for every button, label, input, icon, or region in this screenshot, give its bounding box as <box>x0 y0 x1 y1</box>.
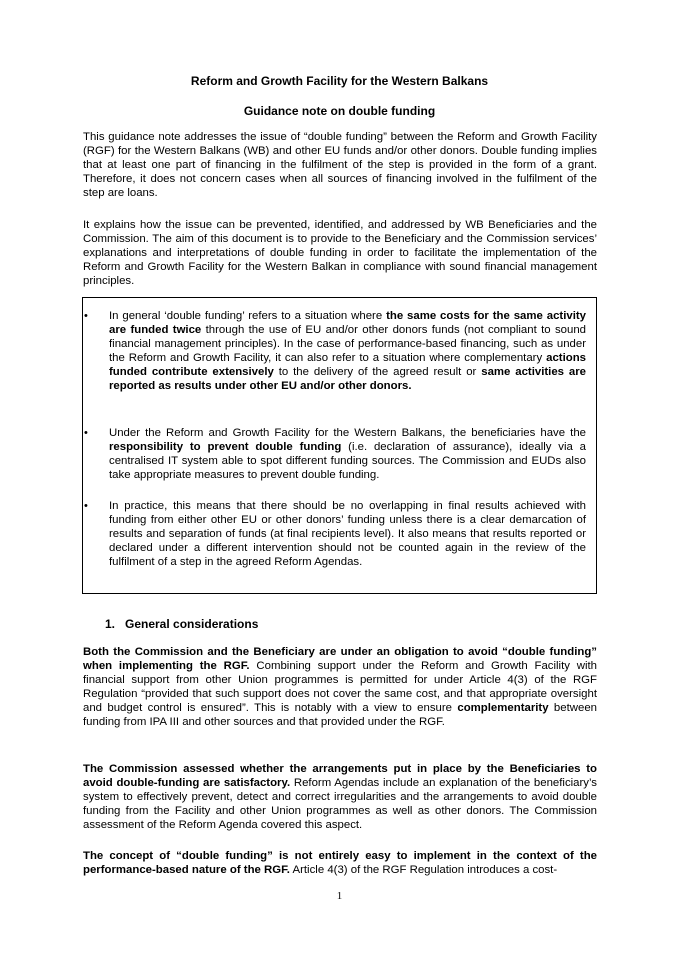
definition-box <box>82 297 597 594</box>
bullet-icon: • <box>84 427 88 439</box>
bullet-icon: • <box>84 310 88 322</box>
definition-bullet-3: • In practice, this means that there should be no overlapping in final results achieved with funding from either other EU or other donors’ funding unless there is a clear demarcation of results and separation of funds (at final recipients level). It also means that results reported or declared under a different intervention should not be counted again in the review of the fulfilment of a step in the agreed Reform Agendas. <box>84 500 586 569</box>
document-title: Reform and Growth Facility for the Western Balkans <box>190 74 489 88</box>
section-paragraph-3: The concept of “double funding” is not entirely easy to implement in the context of the performance-based nature of the RGF. Article 4(3) of the RGF Regulation introduces a cost- <box>83 850 597 877</box>
intro-paragraph-2: It explains how the issue can be prevented, identified, and addressed by WB Beneficiaries and the Commission. The aim of this document is to provide to the Beneficiary and the Commission services’ explanations and interpretations of double funding in order to facilitate the implementation of the Reform and Growth Facility for the Western Balkan in compliance with sound financial management principles. <box>83 219 597 288</box>
definition-bullet-1: • In general ‘double funding’ refers to a situation where the same costs for the same activity are funded twice through the use of EU and/or other donors funds (not compliant to sound financial management principles). In the case of performance-based financing, such as under the Reform and Growth Facility, it can also refer to a situation where complementary actions funded contribute extensively to the delivery of the agreed result or same activities are reported as results under other EU and/or other donors. <box>84 310 587 393</box>
section-paragraph-2: The Commission assessed whether the arrangements put in place by the Beneficiaries to avoid double-funding are satisfactory. Reform Agendas include an explanation of the beneficiary’s system to effectively prevent, detect and correct irregularities and the arrangements to avoid double funding from the Facility and other Union programmes as well as other donors. The Commission assessment of the Reform Agenda covered this aspect. <box>83 763 598 832</box>
page-number: 1 <box>336 890 343 902</box>
intro-paragraph-1: This guidance note addresses the issue of “double funding” between the Reform and Growth Facility (RGF) for the Western Balkans (WB) and other EU funds and/or other donors. Double funding implies that at least one part of financing in the fulfilment of the step is provided in the form of a grant. Therefore, it does not concern cases when all sources of financing involved in the fulfilment of the step are loans. <box>83 131 597 200</box>
definition-bullet-2: • Under the Reform and Growth Facility for the Western Balkans, the beneficiaries have the responsibility to prevent double funding (i.e. declaration of assurance), ideally via a centralised IT system able to spot different funding sources. The Commission and EUDs also take appropriate measures to prevent double funding. <box>84 427 586 482</box>
bullet-icon: • <box>84 500 88 512</box>
section-paragraph-1: Both the Commission and the Beneficiary are under an obligation to avoid “double funding” when implementing the RGF. Combining support under the Reform and Growth Facility with financial support from other Union programmes is permitted for under Article 4(3) of the RGF Regulation “provided that such support does not cover the same cost, and that appropriate oversight and budget control is ensured”. This is notably with a view to ensure complementarity between funding from IPA III and other sources and that provided under the RGF. <box>83 646 598 729</box>
document-subtitle: Guidance note on double funding <box>243 104 436 118</box>
section-heading <box>105 617 258 631</box>
section-number: 1. <box>105 617 116 631</box>
section-title: General considerations <box>125 617 259 631</box>
